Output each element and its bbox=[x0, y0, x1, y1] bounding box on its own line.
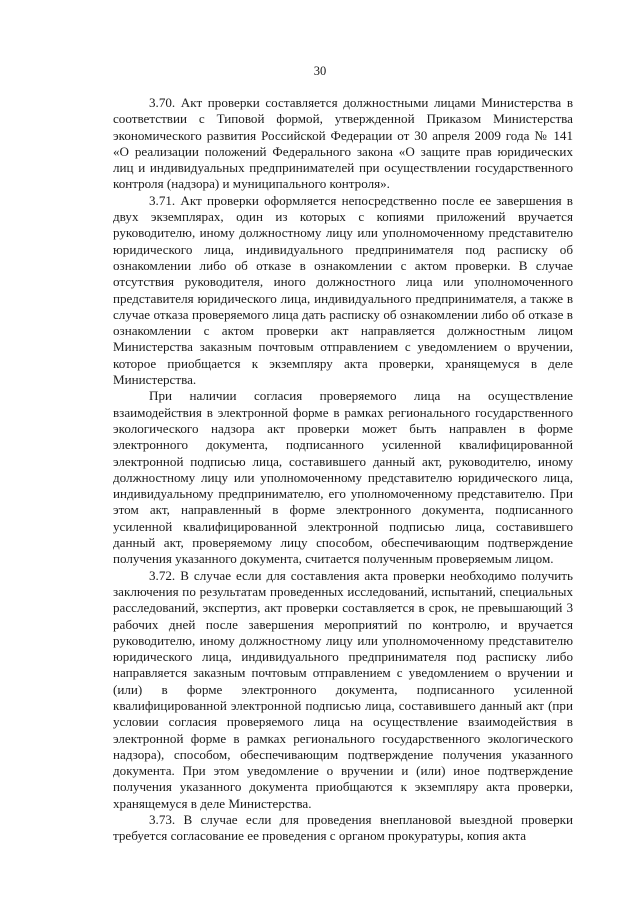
document-body bbox=[113, 95, 573, 845]
paragraph-3-72: 3.72. В случае если для составления акта проверки необходимо получить заключения по результатам проведенных исследований, испытаний, специальных расследований, экспертиз, акт проверки составляется в срок, не превышающий 3 рабочих дней после завершения мероприятий по контролю, и вручается руководителю, иному должностному лицу или уполномоченному представителю юридического лица, индивидуального предпринимателя под расписку либо направляется заказным почтовым отправлением с уведомлением о вручении и (или) в форме электронного документа, подписанного усиленной квалифицированной электронной подписью лица, составившего данный акт (при условии согласия проверяемого лица на осуществление взаимодействия в электронной форме в рамках регионального государственного экологического надзора), способом, обеспечивающим подтверждение получения указанного документа. При этом уведомление о вручении и (или) иное подтверждение получения указанного документа приобщаются к экземпляру акта проверки, хранящемуся в деле Министерства. bbox=[113, 567, 573, 811]
page-number: 30 bbox=[313, 64, 327, 78]
paragraph-3-70: 3.70. Акт проверки составляется должностными лицами Министерства в соответствии с Типовой формой, утвержденной Приказом Министерства экономического развития Российской Федерации от 30 апреля 2009 года № 141 «О реализации положений Федерального закона «О защите прав юридических лиц и индивидуальных предпринимателей при осуществлении государственного контроля (надзора) и муниципального контроля». bbox=[113, 95, 573, 192]
paragraph-electronic-form: При наличии согласия проверяемого лица на осуществление взаимодействия в электронной форме в рамках регионального государственного экологического надзора акт проверки может быть направлен в форме электронного документа, подписанного усиленной квалифицированной электронной подписью лица, составившего данный акт, руководителю, иному должностному лицу или уполномоченному представителю юридического лица, индивидуальному предпринимателю, его уполномоченному представителю. При этом акт, направленный в форме электронного документа, подписанного усиленной квалифицированной электронной подписью лица, составившего данный акт, проверяемому лицу способом, обеспечивающим подтверждение получения указанного документа, считается полученным проверяемым лицом. bbox=[113, 388, 573, 567]
paragraph-3-73: 3.73. В случае если для проведения внеплановой выездной проверки требуется согласование ее проведения с органом прокуратуры, копия акта bbox=[113, 812, 573, 844]
paragraph-3-71: 3.71. Акт проверки оформляется непосредственно после ее завершения в двух экземплярах, один из которых с копиями приложений вручается руководителю, иному должностному лицу или уполномоченному представителю юридического лица, индивидуального предпринимателя под расписку об ознакомлении либо об отказе в ознакомлении с актом проверки. В случае отсутствия руководителя, иного должностного лица или уполномоченного представителя юридического лица, индивидуального предпринимателя, а также в случае отказа проверяемого лица дать расписку об ознакомлении либо об отказе в ознакомлении с актом проверки акт направляется должностным лицом Министерства заказным почтовым отправлением с уведомлением о вручении, которое приобщается к экземпляру акта проверки, хранящемуся в деле Министерства. bbox=[113, 192, 573, 388]
